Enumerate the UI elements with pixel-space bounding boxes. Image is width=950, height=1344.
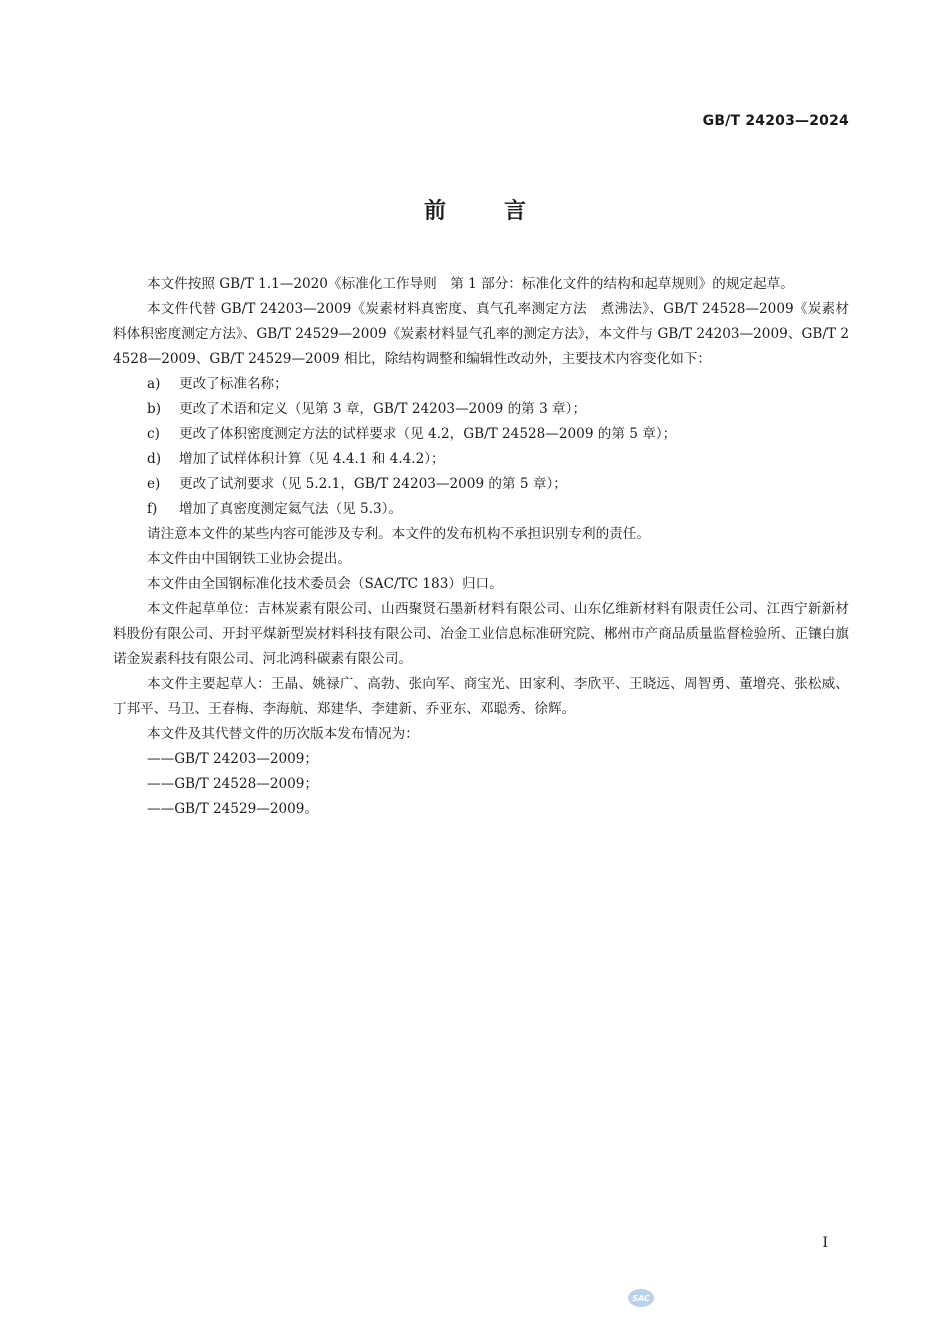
paragraph-drafting-basis: 本文件按照 GB/T 1.1—2020《标准化工作导则 第 1 部分：标准化文件的结构和起草规则》的规定起草。: [147, 276, 794, 292]
page-number: I: [822, 1235, 828, 1251]
list-item: [113, 497, 849, 522]
sac-logo-icon: [627, 1288, 655, 1308]
list-item: [113, 472, 849, 497]
history-item: ——GB/T 24529—2009。: [147, 801, 319, 817]
list-item-text: 更改了试剂要求（见 5.2.1，GB/T 24203—2009 的第 5 章）；: [179, 476, 567, 492]
paragraph-drafters: 本文件主要起草人：王晶、姚禄广、高勃、张向军、商宝光、田家利、李欣平、王晓远、周智勇、董增亮、张松威、丁邦平、马卫、王春梅、李海航、郑建华、李建新、乔亚东、邓聪秀、徐辉。: [113, 676, 849, 717]
list-marker: c): [147, 426, 160, 442]
list-item: [113, 397, 849, 422]
list-item-text: 增加了真密度测定氦气法（见 5.3）。: [179, 501, 403, 517]
paragraph-patent-notice: 请注意本文件的某些内容可能涉及专利。本文件的发布机构不承担识别专利的责任。: [147, 526, 650, 542]
list-item: [113, 372, 849, 397]
paragraph-history-intro: 本文件及其代替文件的历次版本发布情况为：: [147, 726, 419, 742]
history-item: ——GB/T 24203—2009；: [147, 751, 319, 767]
list-item: [113, 422, 849, 447]
list-item-text: 更改了标准名称；: [179, 376, 288, 392]
paragraph-drafting-units: 本文件起草单位：吉林炭素有限公司、山西聚贤石墨新材料有限公司、山东亿维新材料有限责任公司、江西宁新新材料股份有限公司、开封平煤新型炭材料科技有限公司、冶金工业信息标准研究院、郴州市产商品质量监督检验所、正镶白旗诺金炭素科技有限公司、河北鸿科碳素有限公司。: [113, 601, 849, 667]
list-item-text: 更改了体积密度测定方法的试样要求（见 4.2，GB/T 24528—2009 的第 5 章）；: [179, 426, 677, 442]
list-marker: d): [147, 451, 162, 467]
list-item: [113, 447, 849, 472]
page-title: 前言: [423, 199, 584, 224]
list-marker: a): [147, 376, 161, 392]
paragraph-proposer: 本文件由中国钢铁工业协会提出。: [147, 551, 351, 567]
history-item: ——GB/T 24528—2009；: [147, 776, 319, 792]
paragraph-committee: 本文件由全国钢标准化技术委员会（SAC/TC 183）归口。: [147, 576, 503, 592]
list-item-text: 更改了术语和定义（见第 3 章，GB/T 24203—2009 的第 3 章）；: [179, 401, 587, 417]
standard-number: GB/T 24203—2024: [702, 113, 849, 129]
document-body: [113, 272, 849, 822]
paragraph-replacement: 本文件代替 GB/T 24203—2009《炭素材料真密度、真气孔率测定方法 煮沸法》、GB/T 24528—2009《炭素材料体积密度测定方法》、GB/T 24529—2009《炭素材料显气孔率的测定方法》，本文件与 GB/T 24203—2009、GB/T 24528—2009、GB/T 24529—2009 相比，除结构调整和编辑性改动外，主要技术内容变化如下：: [113, 301, 849, 367]
list-item-text: 增加了试样体积计算（见 4.4.1 和 4.4.2）；: [179, 451, 445, 467]
list-marker: b): [147, 401, 162, 417]
svg-text:SAC: SAC: [632, 1294, 650, 1303]
list-marker: f): [147, 501, 158, 517]
list-marker: e): [147, 476, 161, 492]
